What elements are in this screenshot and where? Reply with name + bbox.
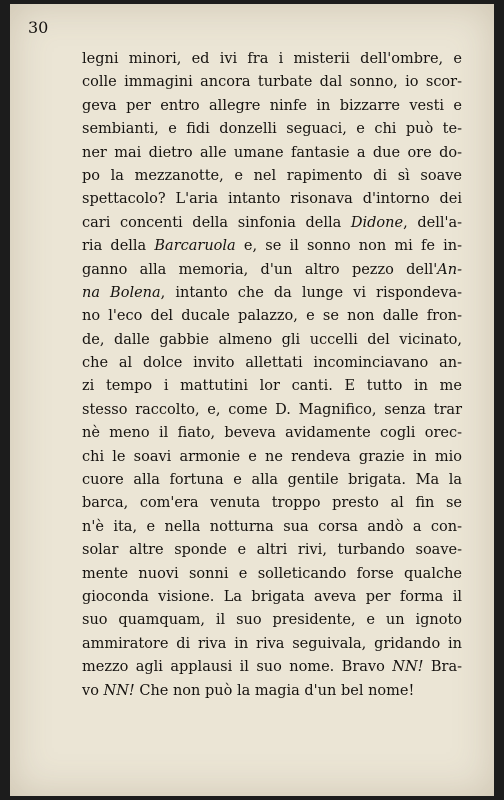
body-text (82, 48, 462, 703)
text-segment: legni minori, ed ivi fra i misterii dell'ombre, e (82, 51, 462, 67)
text-segment: barca, com'era venuta troppo presto al fin se (82, 495, 462, 512)
text-line (82, 212, 462, 235)
text-segment: colle immagini ancora turbate dal sonno, io scor- (82, 74, 462, 91)
text-segment: gioconda visione. La brigata aveva per forma il (82, 588, 462, 605)
text-segment: mente nuovi sonni e solleticando forse qualche (82, 565, 462, 582)
text-segment: cuore alla fortuna e alla gentile brigata. Ma la (82, 472, 462, 489)
text-segment: e, se il sonno non mi fe in- (235, 238, 462, 255)
text-line (82, 656, 462, 679)
text-segment: ammiratore di riva in riva seguivala, gridando in (82, 635, 462, 652)
text-line (82, 48, 462, 71)
text-segment: chi le soavi armonie e ne rendeva grazie in mio (82, 448, 462, 465)
text-segment: suo quamquam, il suo presidente, e un ignoto (82, 612, 462, 629)
text-segment: mezzo agli applausi il suo nome. Bravo (82, 659, 393, 676)
text-segment: po la mezzanotte, e nel rapimento di sì soave (82, 167, 462, 184)
text-line (82, 492, 462, 515)
italic-title: NN! (392, 659, 424, 676)
text-segment: ner mai dietro alle umane fantasie a due ore do- (82, 144, 462, 161)
text-line (82, 118, 462, 141)
text-segment: stesso raccolto, e, come D. Magnifico, senza trar (82, 401, 462, 418)
text-line (82, 375, 462, 398)
text-segment: , dell'a- (403, 214, 463, 231)
text-line (82, 95, 462, 118)
italic-title: Didone (350, 214, 404, 231)
text-line (82, 422, 462, 445)
text-line (82, 399, 462, 422)
text-segment: che al dolce invito allettati incominciavano an- (82, 355, 462, 372)
text-segment: ria della (82, 238, 155, 255)
text-line (82, 516, 462, 539)
text-line (82, 142, 462, 165)
text-line (82, 539, 462, 562)
text-line (82, 469, 462, 492)
italic-title: na Bolena (82, 284, 161, 301)
text-line (82, 633, 462, 656)
text-segment: solar altre sponde e altri rivi, turbando soave- (82, 542, 462, 559)
text-line (82, 329, 462, 352)
text-segment: Bra- (423, 659, 462, 676)
italic-title: Barcaruola (154, 238, 236, 255)
text-line (82, 609, 462, 632)
text-segment: de, dalle gabbie almeno gli uccelli del vicinato, (82, 331, 462, 348)
text-line (82, 680, 462, 703)
text-segment: no l'eco del ducale palazzo, e se non dalle fron- (82, 308, 462, 325)
book-page (10, 4, 494, 796)
text-segment: cari concenti della sinfonia della (82, 214, 351, 231)
text-segment: geva per entro allegre ninfe in bizzarre vesti e (82, 97, 462, 114)
text-line (82, 259, 462, 282)
italic-title: An- (437, 261, 462, 278)
text-segment: zi tempo i mattutini lor canti. E tutto in me (82, 378, 462, 395)
text-line (82, 446, 462, 469)
text-line (82, 563, 462, 586)
text-line (82, 282, 462, 305)
text-line (82, 586, 462, 609)
text-line (82, 352, 462, 375)
text-line (82, 235, 462, 258)
text-segment: nè meno il fiato, beveva avidamente cogli orec- (82, 425, 462, 442)
text-segment: sembianti, e fidi donzelli seguaci, e chi può te- (82, 121, 462, 138)
text-line (82, 165, 462, 188)
text-segment: spettacolo? L'aria intanto risonava d'intorno dei (82, 191, 462, 208)
text-line (82, 71, 462, 94)
text-line (82, 188, 462, 211)
text-segment: ganno alla memoria, d'un altro pezzo dell' (82, 261, 438, 278)
text-segment: Che non può la magia d'un bel nome! (134, 682, 415, 699)
page-number: 30 (28, 18, 49, 37)
italic-title: NN! (103, 682, 135, 699)
text-line (82, 305, 462, 328)
text-segment: vo (82, 682, 104, 699)
text-segment: n'è ita, e nella notturna sua corsa andò a con- (82, 518, 462, 535)
text-segment: , intanto che da lunge vi rispondeva- (160, 284, 462, 301)
